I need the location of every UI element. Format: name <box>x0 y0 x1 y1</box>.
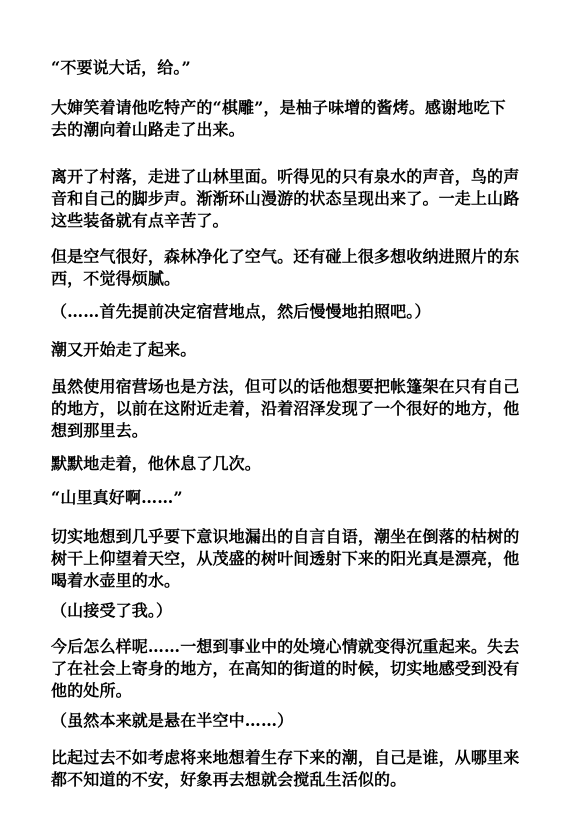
text-line: （虽然本来就是悬在半空中……） <box>51 711 294 730</box>
text-line: “山里真好啊……” <box>51 488 183 507</box>
paragraph-13 <box>51 710 533 732</box>
text-line: 潮又开始走了起来。 <box>51 340 197 359</box>
paragraph-10 <box>51 526 533 592</box>
paragraph-4 <box>51 246 533 290</box>
paragraph-2 <box>51 97 533 141</box>
text-line: 但是空气很好，森林净化了空气。还有碰上很多想收纳进照片的东 <box>51 247 520 266</box>
paragraph-8 <box>51 453 533 475</box>
text-line: 喝着水壶里的水。 <box>51 571 181 590</box>
paragraph-9 <box>51 487 533 509</box>
text-line: 的地方，以前在这附近走着，沿着沼泽发现了一个很好的地方，他 <box>51 399 520 418</box>
paragraph-12 <box>51 636 533 702</box>
text-line: 音和自己的脚步声。渐渐环山漫游的状态呈现出来了。一走上山路 <box>51 189 520 208</box>
text-line: 这些装备就有点辛苦了。 <box>51 211 229 230</box>
text-line: 树干上仰望着天空，从茂盛的树叶间透射下来的阳光真是漂亮，他 <box>51 549 520 568</box>
paragraph-6 <box>51 339 533 361</box>
paragraph-5 <box>51 301 533 323</box>
text-line: “不要说大话，给。” <box>51 58 191 77</box>
text-line: 虽然使用宿营场也是方法，但可以的话他想要把帐篷架在只有自己 <box>51 377 520 396</box>
paragraph-3 <box>51 166 533 232</box>
text-line: （山接受了我。） <box>51 601 173 620</box>
text-line: 都不知道的不安，好象再去想就会搅乱生活似的。 <box>51 770 407 789</box>
text-line: 切实地想到几乎要下意识地漏出的自言自语，潮坐在倒落的枯树的 <box>51 527 520 546</box>
text-line: 比起过去不如考虑将来地想着生存下来的潮，自己是谁，从哪里来 <box>51 748 520 767</box>
paragraph-7 <box>51 376 533 442</box>
paragraph-11 <box>51 600 533 622</box>
text-line: 他的处所。 <box>51 681 132 700</box>
paragraph-14 <box>51 747 533 791</box>
text-line: 去的潮向着山路走了出来。 <box>51 120 245 139</box>
text-line: 默默地走着，他休息了几次。 <box>51 454 261 473</box>
text-line: 离开了村落，走进了山林里面。听得见的只有泉水的声音，鸟的声 <box>51 167 520 186</box>
text-line: （……首先提前决定宿营地点，然后慢慢地拍照吧。） <box>51 302 431 321</box>
paragraph-1 <box>51 57 533 79</box>
text-line: 大婶笑着请他吃特产的“棋雕”，是柚子味增的酱烤。感谢地吃下 <box>51 98 506 117</box>
text-line: 了在社会上寄身的地方，在高知的街道的时候，切实地感受到没有 <box>51 659 520 678</box>
text-line: 今后怎么样呢……一想到事业中的处境心情就变得沉重起来。失去 <box>51 637 520 656</box>
text-line: 西，不觉得烦腻。 <box>51 269 181 288</box>
text-line: 想到那里去。 <box>51 421 148 440</box>
